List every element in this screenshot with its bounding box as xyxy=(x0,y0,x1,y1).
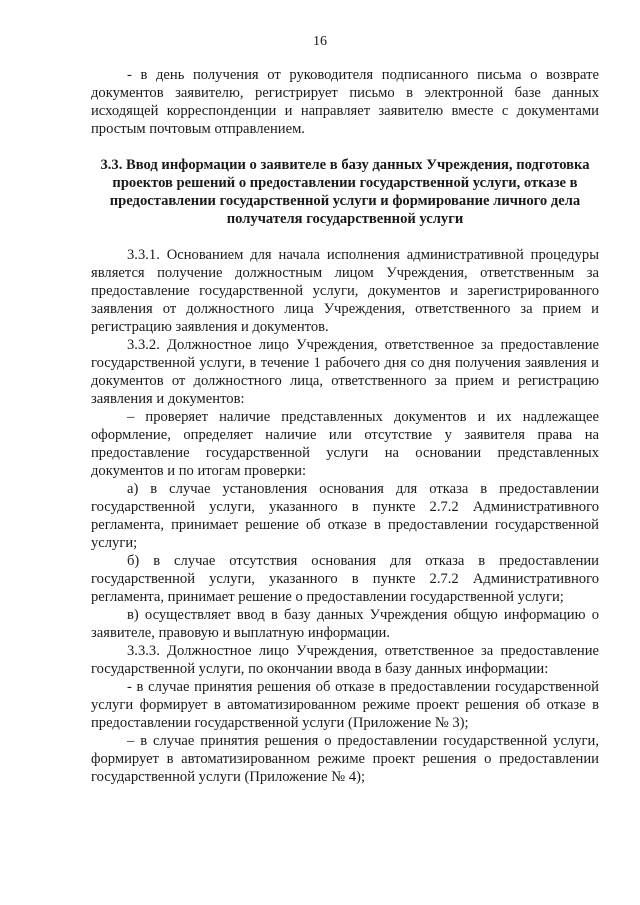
paragraph-refusal-draft: - в случае принятия решения об отказе в предоставлении государственной услуги формирует в автоматизированном режиме проект решения об отказе в предоставлении государственной услуги (Приложение № 3); xyxy=(91,679,599,731)
paragraph-3-3-3: 3.3.3. Должностное лицо Учреждения, ответственное за предоставление государственной услуги, по окончании ввода в базу данных информации: xyxy=(91,643,599,677)
page-number: 16 xyxy=(313,34,327,49)
paragraph-item-b: б) в случае отсутствия основания для отказа в предоставлении государственной услуги, указанного в пункте 2.7.2 Административного регламента, принимает решение о предоставлении государственной услуги; xyxy=(91,553,599,605)
paragraph-3-3-2: 3.3.2. Должностное лицо Учреждения, ответственное за предоставление государственной услуги, в течение 1 рабочего дня со дня получения заявления и документов от должностного лица, ответственного за прием и регистрацию заявления и документов: xyxy=(91,337,599,407)
section-heading-3-3: 3.3. Ввод информации о заявителе в базу данных Учреждения, подготовка проектов решений о предоставлении государственной услуги, отказе в предоставлении государственной услуги и формирование личного дела получателя государственной услуги xyxy=(100,157,590,227)
paragraph-item-v: в) осуществляет ввод в базу данных Учреждения общую информацию о заявителе, правовую и выплатную информации. xyxy=(91,607,599,641)
paragraph-approval-draft: – в случае принятия решения о предоставлении государственной услуги, формирует в автоматизированном режиме проект решения о предоставлении государственной услуги (Приложение № 4); xyxy=(91,733,599,785)
paragraph-3-3-1: 3.3.1. Основанием для начала исполнения административной процедуры является получение должностным лицом Учреждения, ответственным за предоставление государственной услуги, документов и зарегистрированного заявления от должностного лица Учреждения, ответственного за прием и регистрацию заявления и документов. xyxy=(91,247,599,335)
paragraph-return-letter: - в день получения от руководителя подписанного письма о возврате документов заявителю, регистрирует письмо в электронной базе данных исходящей корреспонденции и направляет заявителю вместе с документами простым почтовым отправлением. xyxy=(91,67,599,137)
paragraph-check-documents: – проверяет наличие представленных документов и их надлежащее оформление, определяет наличие или отсутствие у заявителя права на предоставление государственной услуги на основании представленных документов и по итогам проверки: xyxy=(91,409,599,479)
document-body xyxy=(91,66,599,786)
paragraph-item-a: а) в случае установления основания для отказа в предоставлении государственной услуги, указанного в пункте 2.7.2 Административного регламента, принимает решение об отказе в предоставлении государственной услуги; xyxy=(91,481,599,551)
